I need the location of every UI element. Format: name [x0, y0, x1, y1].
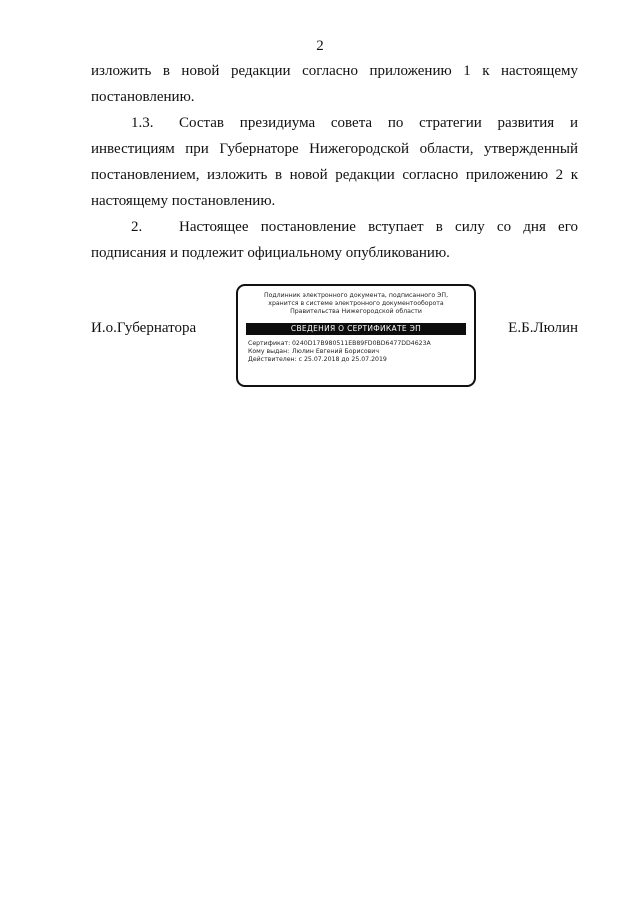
signature-position: И.о.Губернатора	[91, 320, 197, 336]
electronic-signature-stamp	[236, 284, 476, 387]
stamp-issued-to-value: Люлин Евгений Борисович	[291, 348, 379, 356]
stamp-issued-to-label: Кому выдан:	[248, 348, 290, 356]
paragraph-2-text: Состав президиума совета по стратегии развития и инвестициям при Губернаторе Нижегородской области, утвержденный постановлением, изложить в новой редакции согласно приложению 2 к настоящему постановлению.	[91, 115, 578, 209]
page-number: 2	[316, 38, 324, 54]
stamp-header	[238, 286, 474, 316]
stamp-certificate-value: 0240D17B980511EB89FD0BD6477DD4623A	[291, 340, 431, 347]
document-body	[91, 58, 578, 266]
paragraph-3	[91, 214, 578, 266]
stamp-certificate-row	[248, 340, 474, 348]
stamp-header-line-3: Правительства Нижегородской области	[290, 308, 422, 315]
signature-name: Е.Б.Люлин	[508, 320, 578, 336]
paragraph-1: изложить в новой редакции согласно приложению 1 к настоящему постановлению.	[91, 63, 578, 105]
paragraph-2-number: 1.3.	[131, 115, 154, 131]
stamp-certificate-label: Сертификат:	[248, 340, 291, 347]
paragraph-3-number: 2.	[131, 219, 143, 235]
paragraph-3-text: Настоящее постановление вступает в силу со дня его подписания и подлежит официальному опубликованию.	[91, 219, 578, 261]
stamp-header-line-1: Подлинник электронного документа, подписанного ЭП,	[263, 292, 449, 299]
stamp-valid-value: с 25.07.2018 до 25.07.2019	[298, 356, 387, 364]
stamp-banner: СВЕДЕНИЯ О СЕРТИФИКАТЕ ЭП	[246, 323, 466, 335]
stamp-header-line-2: хранится в системе электронного документооборота	[268, 300, 444, 307]
stamp-details	[248, 340, 474, 365]
stamp-valid-row	[248, 356, 474, 364]
paragraph-2	[91, 110, 578, 214]
stamp-valid-label: Действителен:	[248, 356, 297, 364]
